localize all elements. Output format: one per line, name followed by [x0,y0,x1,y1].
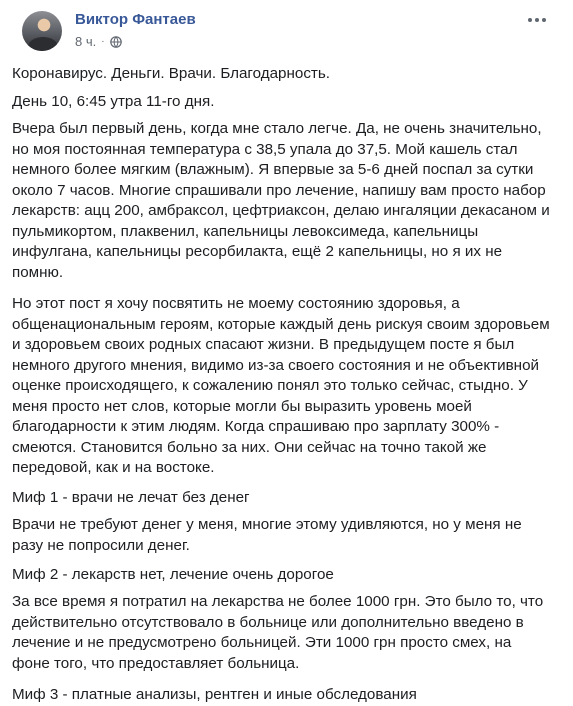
globe-icon[interactable] [110,36,122,48]
author-name[interactable]: Виктор Фантаев [75,11,196,28]
post-day-line: День 10, 6:45 утра 11-го дня. [12,93,215,110]
myth-1-text: Врачи не требуют денег у меня, многие этому удивляются, но у меня не разу не попросили денег. [12,516,522,554]
post-header [12,0,561,58]
post-meta [75,34,122,49]
myth-2-heading: Миф 2 - лекарств нет, лечение очень дорогое [12,566,334,583]
myth-1-heading: Миф 1 - врачи не лечат без денег [12,489,250,506]
more-options-icon[interactable] [525,11,549,29]
post-title: Коронавирус. Деньги. Врачи. Благодарность. [12,65,331,82]
paragraph-2: Но этот пост я хочу посвятить не моему состоянию здоровья, а общенациональным героям, которые каждый день рискуя своим здоровьем и здоровьем своих родных спасают жизни. В предыдущем посте я был немного другого мнения, видимо из-за своего состояния и не объективной оценке происходящего, к сожалению понял это только сейчас, стыдно. У меня просто нет слов, которые могли бы выразить уровень моей благодарности к этим людям. Когда спрашиваю про зарплату 300% - смеются. Становится больно за них. Они сейчас на точно такой же передовой, как и на востоке. [12,295,550,476]
post-time[interactable]: 8 ч. [75,34,97,49]
myth-2-text: За все время я потратил на лекарства не более 1000 грн. Это было то, что действительно отсутствовало в больнице или дополнительно введено в лечение и не предусмотрено больницей. Эти 1000 грн просто смех, на фоне того, что предоставляет больница. [12,593,544,672]
paragraph-1: Вчера был первый день, когда мне стало легче. Да, не очень значительно, но моя постоянная температура с 38,5 упала до 37,5. Мой кашель стал немного более мягким (влажным). Я впервые за 5-6 дней поспал за сутки около 7 часов. Многие спрашивали про лечение, напишу вам просто набор лекарств: ацц 200, амбраксол, цефтриаксон, делаю ингаляции декасаном и пульмикортом, плаквенил, капельницы левоксимеда, капельницы инфулгана, капельницы ресорбилакта, ещё 2 капельницы, но я их не помню. [12,120,550,281]
avatar[interactable] [22,11,62,51]
meta-separator: · [101,36,105,47]
myth-3-heading: Миф 3 - платные анализы, рентген и иные обследования [12,686,417,703]
